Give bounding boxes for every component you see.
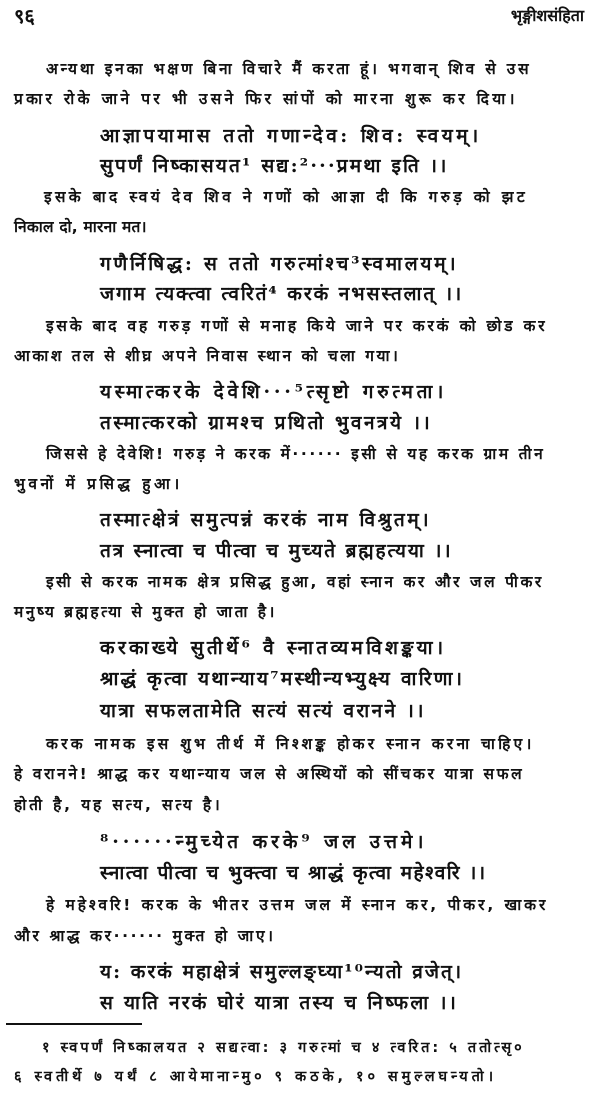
verse-line: सुपर्णं निष्कासयत¹ सद्य:²···प्रमथा इति ।। <box>100 155 449 177</box>
verse-line: तत्र स्नात्वा च पीत्वा च मुच्यते ब्रह्महत्यया ।। <box>100 540 453 562</box>
verse-line: ⁸······न्मुच्येत करके⁹ जल उत्तमे। <box>100 831 428 853</box>
footnote-line: ६ स्वतीर्थे ७ यर्थं ८ आयेमानान्मु० ९ कठके, १० समुल्लघन्यतो। <box>14 1069 498 1085</box>
prose-line: आकाश तल से शीघ्र अपने निवास स्थान को चला गया। <box>14 347 401 365</box>
verse-line: श्राद्धं कृत्वा यथान्याय⁷मस्थीन्यभ्युक्ष्य वारिणा। <box>100 668 465 690</box>
verse-line: स्नात्वा पीत्वा च भुक्त्वा च श्राद्धं कृत्वा महेश्वरि ।। <box>100 862 487 884</box>
verse-line: यात्रा सफलतामेति सत्यं सत्यं वरानने ।। <box>100 700 426 722</box>
prose-line: मनुष्य ब्रह्महत्या से मुक्त हो जाता है। <box>14 603 277 621</box>
prose-line: निकाल दो, मारना मत। <box>14 218 147 236</box>
verse-line: आज्ञापयामास ततो गणान्देव: शिव: स्वयम्। <box>100 125 482 147</box>
footnote-line: १ स्वपर्णं निष्कालयत २ सद्यत्वा: ३ गरुत्मां च ४ त्वरित: ५ ततोत्सृ० <box>42 1040 525 1056</box>
verse-line: य: करकं महाक्षेत्रं समुल्लङ्घ्या¹⁰न्यतो व्रजेत्। <box>100 961 464 983</box>
prose-line: और श्राद्ध कर······ मुक्त हो जाए। <box>14 927 276 945</box>
prose-line: भुवनों में प्रसिद्ध हुआ। <box>14 475 183 493</box>
verse-line: स याति नरकं घोरं यात्रा तस्य च निष्फला ।। <box>100 992 459 1014</box>
prose-line: होती है, यह सत्य, सत्य है। <box>14 796 223 814</box>
prose-line: इसके बाद स्वयं देव शिव ने गणों को आज्ञा दी कि गरुड़ को झट <box>44 188 529 206</box>
prose-line: इसके बाद वह गरुड़ गणों से मनाह किये जाने पर करकं को छोड कर <box>46 317 548 335</box>
verse-line: तस्मात्करको ग्रामश्च प्रथितो भुवनत्रये ।। <box>100 412 433 434</box>
page-header <box>0 0 600 30</box>
verse-line: जगाम त्यक्त्वा त्वरितं⁴ करकं नभसस्तलात् ।। <box>100 283 464 305</box>
prose-line: हे वरानने! श्राद्ध कर यथान्याय जल से अस्थियों को सींचकर यात्रा सफल <box>14 765 525 783</box>
verse-line: गणैर्निषिद्ध: स ततो गरुत्मांश्च³स्वमालयम्। <box>100 253 459 275</box>
prose-line: प्रकार रोके जाने पर भी उसने फिर सांपों को मारना शुरू कर दिया। <box>14 90 518 108</box>
page-number: ९६ <box>14 4 35 28</box>
prose-line: हे महेश्वरि! करक के भीतर उत्तम जल में स्नान कर, पीकर, खाकर <box>46 896 549 914</box>
verse-line: यस्मात्करके देवेशि···⁵त्सृष्टो गरुत्मता। <box>100 381 448 403</box>
prose-line: जिससे हे देवेशि! गरुड़ ने करक में······ इसी से यह करक ग्राम तीन <box>46 445 546 463</box>
prose-line: करक नामक इस शुभ तीर्थ में निश्शङ्क होकर स्नान करना चाहिए। <box>46 735 535 753</box>
prose-line: इसी से करक नामक क्षेत्र प्रसिद्ध हुआ, वहां स्नान कर और जल पीकर <box>46 573 544 591</box>
prose-line: अन्यथा इनका भक्षण बिना विचारे मैं करता हूं। भगवान् शिव से उस <box>46 60 532 78</box>
running-title: भृङ्गीशसंहिता <box>510 6 584 25</box>
verse-line: करकाख्ये सुतीर्थे⁶ वै स्नातव्यमविशङ्कया। <box>100 637 447 659</box>
footnote-divider <box>6 1023 142 1025</box>
verse-line: तस्मात्क्षेत्रं समुत्पन्नं करकं नाम विश्रुतम्। <box>100 509 432 531</box>
